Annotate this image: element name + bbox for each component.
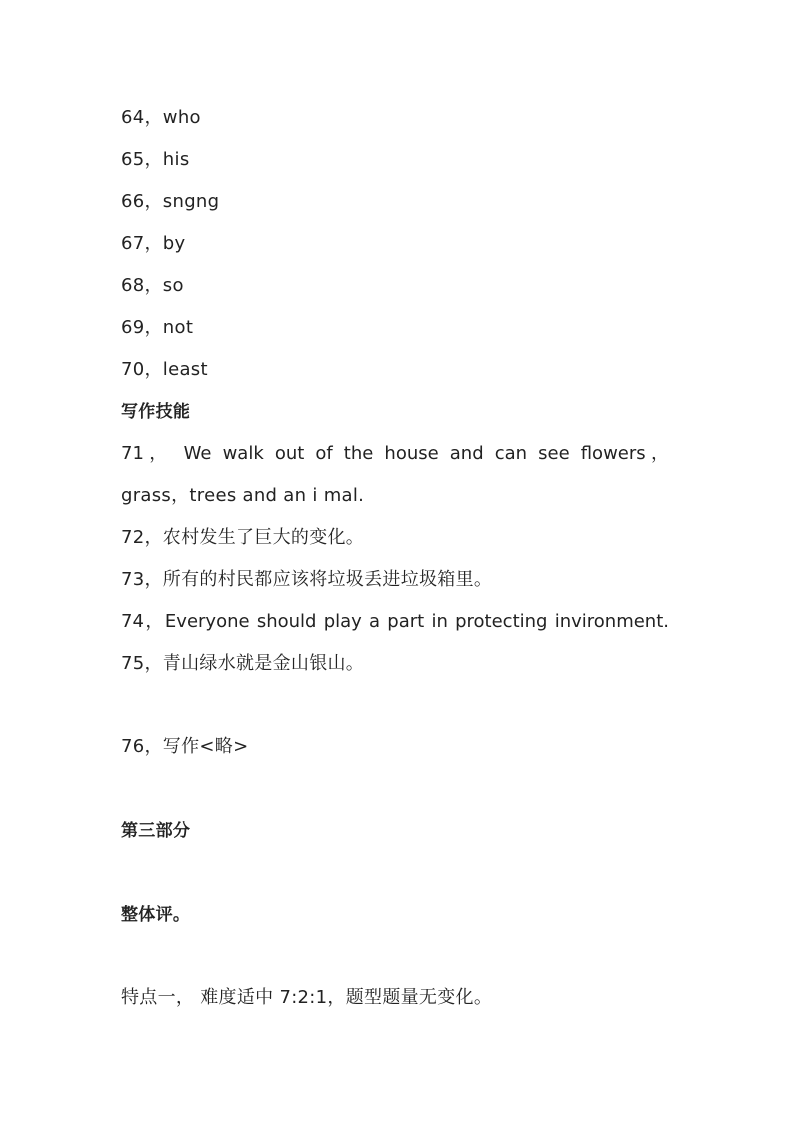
answer-73: 73，所有的村民都应该将垃圾丢进垃圾箱里。 [121, 569, 493, 590]
answer-72: 72，农村发生了巨大的变化。 [121, 527, 365, 548]
overall-evaluation-heading: 整体评。 [121, 905, 191, 925]
answer-65: 65，his [121, 149, 190, 170]
answer-71-line-1: 71， We walk out of the house and can see flowers， [121, 443, 669, 464]
answer-67: 67，by [121, 233, 186, 254]
answer-76: 76，写作<略> [121, 736, 249, 757]
answer-69: 69，not [121, 317, 194, 338]
part-three-heading: 第三部分 [121, 821, 191, 841]
answer-71-line-2: grass，trees and an i mal. [121, 485, 365, 506]
answer-66: 66，sngng [121, 191, 220, 212]
answer-75: 75，青山绿水就是金山银山。 [121, 653, 365, 674]
answer-64: 64，who [121, 107, 201, 128]
answer-74: 74，Everyone should play a part in protecting invironment. [121, 611, 669, 632]
answer-70: 70，least [121, 359, 208, 380]
section-heading-writing-skill: 写作技能 [121, 402, 191, 422]
answer-68: 68，so [121, 275, 184, 296]
feature-one-text: 特点一， 难度适中 7:2:1，题型题量无变化。 [121, 987, 493, 1008]
